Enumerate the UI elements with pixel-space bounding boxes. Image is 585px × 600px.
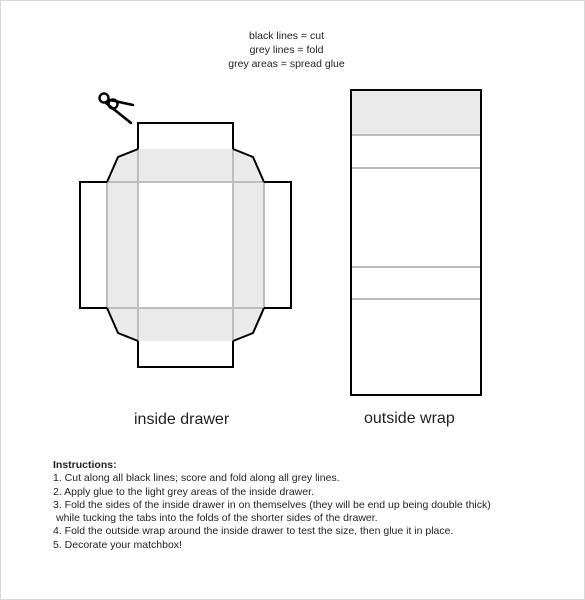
cut-line-bottom-flap <box>138 341 233 367</box>
inside-drawer-template <box>80 123 291 367</box>
glue-area-left <box>107 149 138 341</box>
instruction-step-2: 2. Apply glue to the light grey areas of the inside drawer. <box>53 485 314 498</box>
glue-area-bottom <box>138 308 233 341</box>
cut-line-right-flap <box>264 182 291 308</box>
instruction-step-5: 5. Decorate your matchbox! <box>53 538 182 551</box>
legend-glue: grey areas = spread glue <box>228 58 345 70</box>
instruction-step-1: 1. Cut along all black lines; score and fold along all grey lines. <box>53 472 340 485</box>
glue-areas <box>107 149 264 341</box>
scissors-icon <box>100 94 134 124</box>
glue-area-top <box>138 149 233 182</box>
instructions-heading: Instructions: <box>53 459 117 471</box>
glue-area-right <box>233 149 264 341</box>
cut-line-left-flap <box>80 182 107 308</box>
outside-wrap-caption: outside wrap <box>364 410 455 427</box>
outside-wrap-template <box>351 90 481 395</box>
glue-area-wrap <box>351 90 481 135</box>
legend-fold: grey lines = fold <box>249 44 324 56</box>
cut-line-top-flap <box>138 123 233 149</box>
inside-drawer-caption: inside drawer <box>134 411 230 428</box>
instruction-step-3: 3. Fold the sides of the inside drawer in on themselves (they will be end up being double thick) <box>53 498 491 511</box>
instruction-step-3-continued: while tucking the tabs into the folds of the shorter sides of the drawer. <box>56 512 378 525</box>
wrap-fold-lines <box>351 135 481 299</box>
instructions <box>53 459 573 552</box>
instruction-step-4: 4. Fold the outside wrap around the inside drawer to test the size, then glue it in place. <box>53 525 454 538</box>
legend-cut: black lines = cut <box>249 30 324 42</box>
